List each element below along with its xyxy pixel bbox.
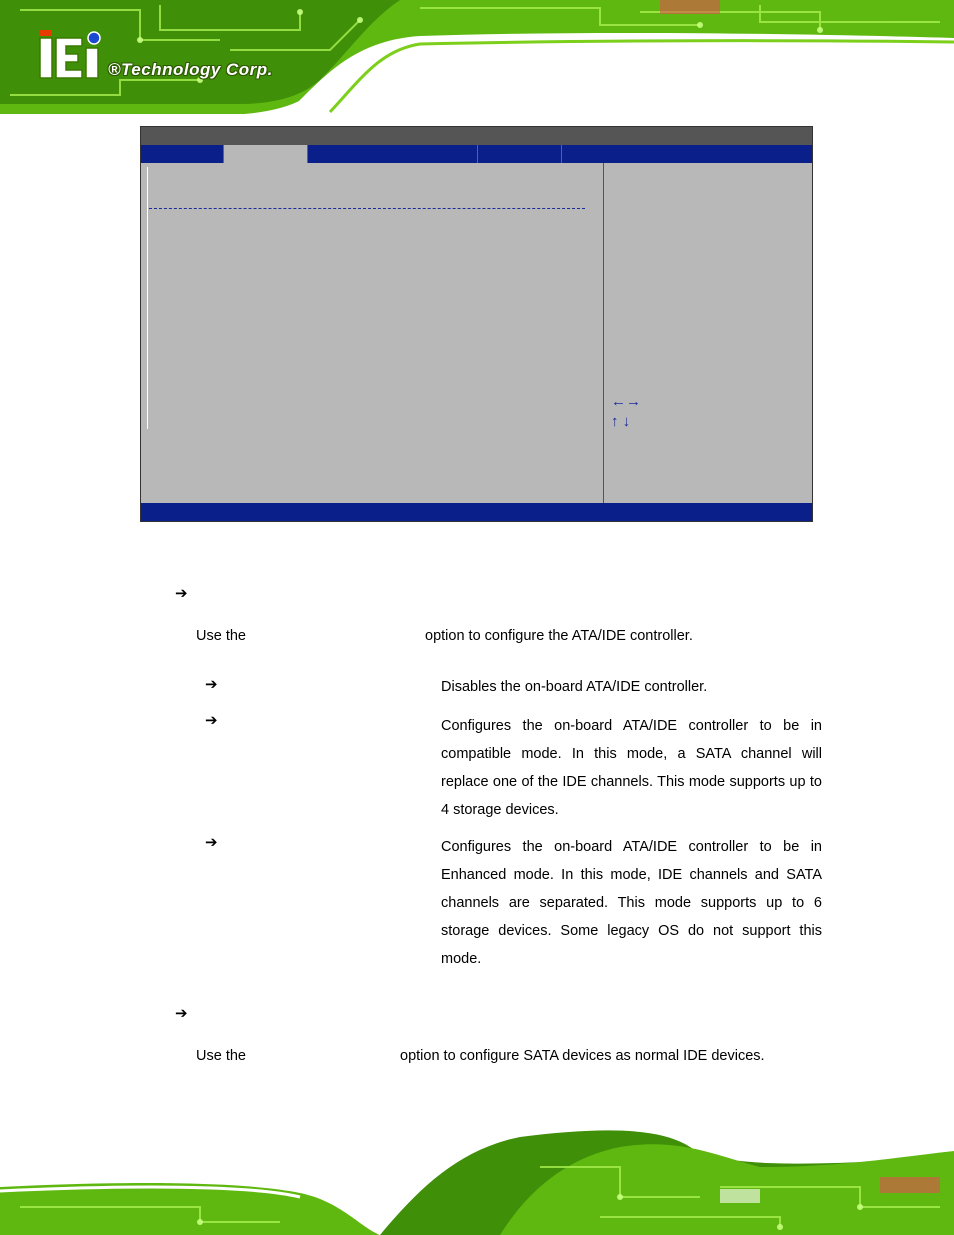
bullet-arrow-icon: ➔	[175, 1004, 188, 1022]
para1-prefix: Use the	[196, 628, 246, 644]
up-down-arrows-icon: ↑ ↓	[611, 413, 631, 430]
bullet-arrow-icon: ➔	[175, 584, 188, 602]
left-right-arrows-icon: ←→	[611, 393, 641, 410]
bullet-arrow-icon: ➔	[205, 833, 218, 851]
iei-logo-icon	[38, 30, 106, 80]
bios-tab[interactable]	[308, 145, 478, 163]
circuit-board-graphic	[0, 0, 954, 118]
bios-title-bar	[141, 127, 812, 145]
bios-tab-active[interactable]	[224, 145, 308, 163]
bios-tab[interactable]	[141, 145, 224, 163]
bios-tab[interactable]	[562, 145, 812, 163]
option-description: Configures the on-board ATA/IDE controller to be in compatible mode. In this mode, a SATA channel will replace one of the IDE channels. This mode supports up to 4 storage devices.	[441, 718, 822, 818]
bios-screen	[140, 126, 813, 522]
company-name: ®Technology Corp.	[108, 60, 273, 79]
para2-suffix: option to configure SATA devices as normal IDE devices.	[400, 1048, 765, 1064]
circuit-board-graphic	[0, 1127, 954, 1235]
bios-menu-bar	[141, 145, 812, 163]
bios-nav-help	[611, 392, 641, 432]
bios-tab[interactable]	[478, 145, 562, 163]
bios-status-bar	[141, 503, 812, 521]
para1-suffix: option to configure the ATA/IDE controller.	[425, 628, 693, 644]
iei-logo	[38, 30, 106, 85]
option-description: Disables the on-board ATA/IDE controller.	[441, 679, 708, 695]
bios-separator	[149, 208, 585, 209]
option-description: Configures the on-board ATA/IDE controller to be in Enhanced mode. In this mode, IDE channels and SATA channels are separated. This mode supports up to 6 storage devices. Some legacy OS do not support this mode.	[441, 839, 822, 967]
bios-panel-edge	[147, 167, 148, 429]
header-banner	[0, 0, 954, 118]
bullet-arrow-icon: ➔	[205, 675, 218, 693]
bios-help-divider	[603, 163, 604, 503]
footer-banner	[0, 1127, 954, 1235]
bullet-arrow-icon: ➔	[205, 711, 218, 729]
para2-prefix: Use the	[196, 1048, 246, 1064]
